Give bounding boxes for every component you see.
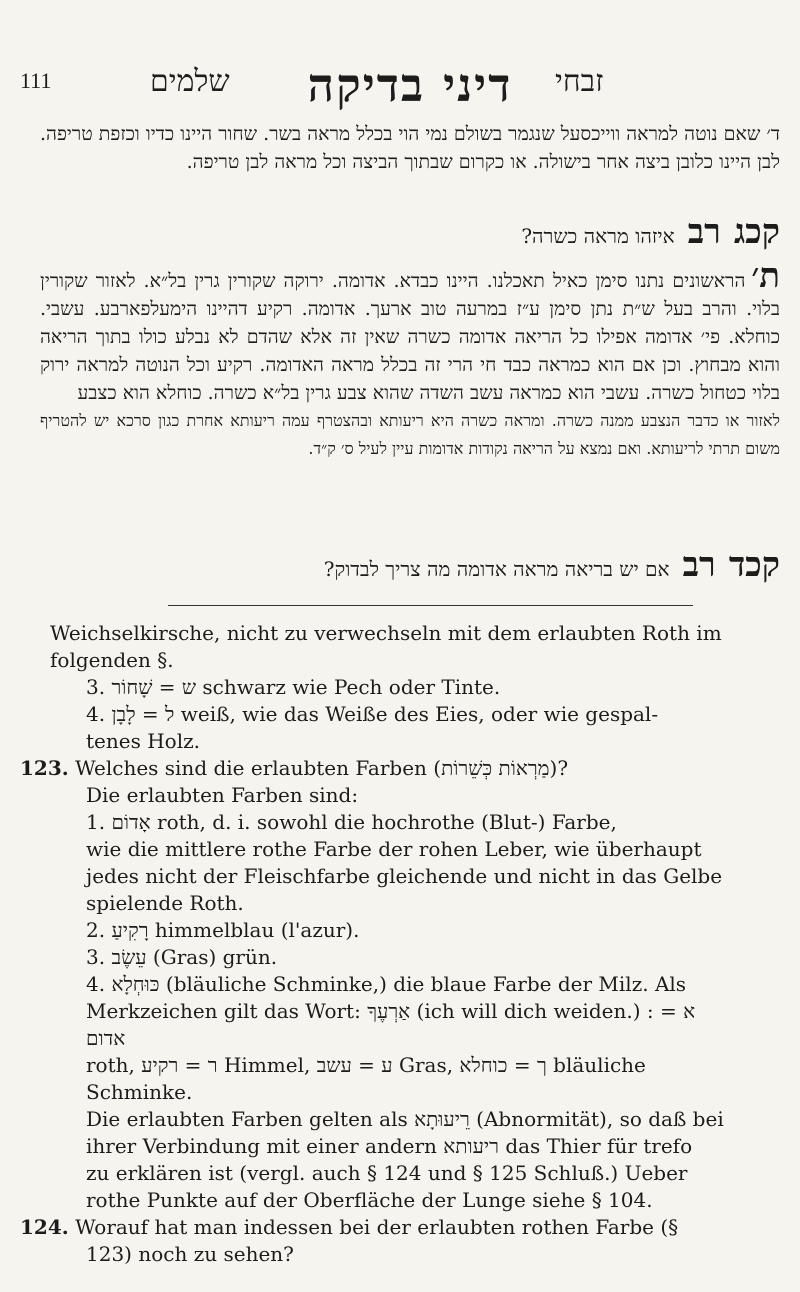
german-line: spielende Roth. [86, 891, 244, 915]
page-number: 111 [20, 68, 52, 93]
question-label: רב [682, 545, 716, 585]
german-line: Weichselkirsche, nicht zu verwechseln mit dem erlaubten Roth im [50, 621, 722, 645]
german-line: roth, ר = רקיע Himmel, ע = עשב Gras, ך = כוחלא bläuliche Schminke. [86, 1053, 646, 1104]
question-number: קכד [728, 545, 780, 585]
hebrew-text: ד׳ שאם נוטה למראה ווייכסעל שנגמר בשולם נמי הוי בכלל מראה בשר. שחור היינו כדיו וכזפת טריפה. לבן היינו כלובן ביצה אחר בישולה. או כקרום שבתוך הביצה וכל מראה לבן טריפה. [40, 123, 780, 173]
question-123-hebrew [40, 212, 780, 252]
header-right-word: זבחי [555, 64, 604, 99]
question-number: קכג [733, 212, 780, 252]
german-line: ihrer Verbindung mit einer andern ריעותא das Thier für trefo [86, 1134, 693, 1158]
answer-body: הראשונים נתנו סימן כאיל תאכלנו. היינו כבדא. אדומה. ירוקה שקורין גרין בל״א. לאזור שקורין בלוי. והרב בעל ש״ת נתן סימן ע״ז במרעה טוב ארעך. אדומה. רקיע דהיינו הימעלפארבע. עשבי. כוחלא. פי׳ אדומה אפילו כל הריאה אדומה כשרה שאין זה אלא שהדם לא נבלע כולו בתוך הריאה והוא מבחוץ. וכן אם הוא כמראה כבד חי הרי זה בכלל מראה האדומה. רקיע וכל הנוטה למראה ירוק בלוי כטחול כשרה. עשבי הוא כמראה עשב השדה שהוא צבע גרין בל״א כשרה. כוחלא הוא כצבע [40, 270, 780, 404]
german-line: Die erlaubten Farben sind: [86, 783, 359, 807]
answer-letter: ת׳ [751, 256, 780, 296]
header-left-word: שלמים [150, 64, 230, 99]
german-line: 4. כּוּחְלָא (bläuliche Schminke,) die blaue Farbe der Milz. Als [86, 972, 687, 996]
german-line: 1. אָדוֹם roth, d. i. sowohl die hochrothe (Blut-) Farbe, [86, 810, 617, 834]
section-number: 123. [20, 756, 69, 780]
german-line: 2. רָקִיעַ himmelblau (l'azur). [86, 918, 360, 942]
section-123 [20, 755, 740, 782]
running-header [0, 58, 800, 118]
german-line: wie die mittlere rothe Farbe der rohen Leber, wie überhaupt [86, 837, 702, 861]
question-row [40, 545, 780, 585]
section-question: Worauf hat man indessen bei der erlaubten rothen Farbe (§ [75, 1215, 679, 1239]
question-text: איזהו מראה כשרה? [521, 224, 675, 248]
question-row [40, 212, 780, 252]
german-line: 123) noch zu sehen? [86, 1242, 294, 1266]
page-title: דיני בדיקה [307, 58, 513, 112]
german-line: zu erklären ist (vergl. auch § 124 und § 125 Schluß.) Ueber [86, 1161, 688, 1185]
german-line: 3. עֵשֶׂב (Gras) grün. [86, 945, 278, 969]
question-text: אם יש בריאה מראה אדומה מה צריך לבדוק? [323, 557, 670, 581]
german-line: folgenden §. [50, 648, 174, 672]
german-line: 4. ל = לָבָן weiß, wie das Weiße des Eies, oder wie gespal- [86, 702, 659, 726]
german-line: 3. ש = שָׁחוֹר schwarz wie Pech oder Tinte. [86, 675, 501, 699]
section-question: Welches sind die erlaubten Farben (מַרְאוֹת כְּשֵׁרוֹת)? [75, 756, 569, 780]
answer-text [40, 256, 780, 407]
german-line: rothe Punkte auf der Oberfläche der Lunge siehe § 104. [86, 1188, 653, 1212]
question-label: רב [687, 212, 721, 252]
german-line: Merkzeichen gilt das Wort: אַרְעֶךָ (ich will dich weiden.) : א = אדום [86, 999, 696, 1050]
german-line: tenes Holz. [86, 729, 200, 753]
section-divider [168, 605, 693, 606]
question-124-hebrew [40, 545, 780, 585]
german-line: Die erlaubten Farben gelten als רֵיעוּתָא (Abnormität), so daß bei [86, 1107, 724, 1131]
section-124 [20, 1214, 740, 1241]
answer-small-text: לאזור או כדבר הנצבע ממנה כשרה. ומראה כשרה היא ריעותא ובהצטרף עמה ריעותא אחרת כגון סרכא יש להטריף משום תרתי לריעותא. ואם נמצא על הריאה נקודות אדומות עיין לעיל ס׳ ק״ד. [40, 411, 780, 458]
german-text [20, 620, 740, 1268]
hebrew-paragraph-1 [40, 120, 780, 176]
section-number: 124. [20, 1215, 69, 1239]
answer-123-hebrew [40, 256, 780, 463]
german-line: jedes nicht der Fleischfarbe gleichende und nicht in das Gelbe [86, 864, 723, 888]
